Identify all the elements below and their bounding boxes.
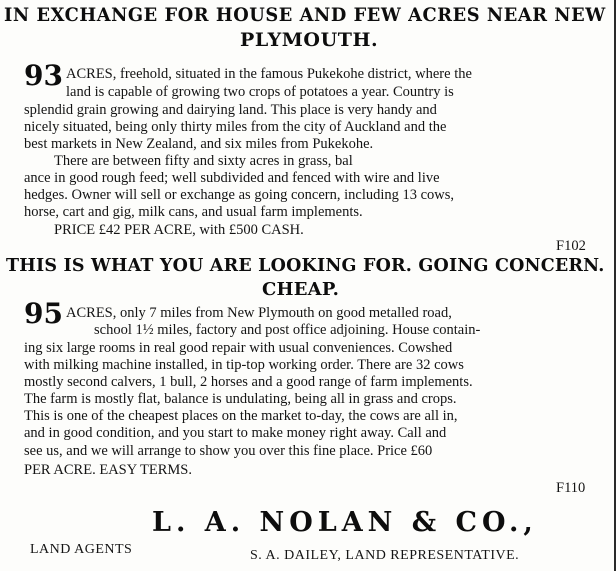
ad1-text-line: splendid grain growing and dairying land. This place is very handy and bbox=[24, 102, 437, 118]
ad2-headline-cont: CHEAP. bbox=[262, 279, 340, 300]
land-representative-label: S. A. DAILEY, LAND REPRESENTATIVE. bbox=[250, 548, 520, 563]
ad1-text-line: best markets in New Zealand, and six miles from Pukekohe. bbox=[24, 136, 374, 152]
ad1-text-line: There are between fifty and sixty acres in grass, bal bbox=[54, 153, 353, 169]
ad2-text-line: mostly second calvers, 1 bull, 2 horses and a good range of farm implements. bbox=[24, 374, 473, 390]
ad1-acreage-number: 93 bbox=[24, 59, 63, 92]
ad1-text-line: land is capable of growing two crops of potatoes a year. Country is bbox=[66, 84, 454, 100]
ad1-price-line: PRICE £42 PER ACRE, with £500 CASH. bbox=[54, 222, 304, 238]
ad2-text-line: ing six large rooms in real good repair with usual conveniences. Cowshed bbox=[24, 340, 453, 356]
ad1-headline-cont: PLYMOUTH. bbox=[240, 29, 379, 51]
ad1-text-line: hedges. Owner will sell or exchange as going concern, including 13 cows, bbox=[24, 187, 455, 203]
ad1-text-line: horse, cart and gig, milk cans, and usual farm implements. bbox=[24, 204, 363, 220]
ad2-text-line: This is one of the cheapest places on the market to-day, the cows are all in, bbox=[24, 408, 458, 424]
firm-name: L. A. NOLAN & CO., bbox=[152, 507, 538, 538]
ad1-text-line: ACRES, freehold, situated in the famous Pukekohe district, where the bbox=[66, 66, 472, 82]
ad2-reference-code: F110 bbox=[556, 480, 586, 496]
ad2-text-line: and in good condition, and you start to make money right away. Call and bbox=[24, 425, 447, 441]
ad2-text-line: school 1½ miles, factory and post office adjoining. House contain- bbox=[94, 322, 481, 338]
ad2-text-line: The farm is mostly flat, balance is undulating, being all in grass and crops. bbox=[24, 391, 457, 407]
ad1-text-line: ance in good rough feed; well subdivided and fenced with wire and live bbox=[24, 170, 440, 186]
land-agents-label: LAND AGENTS bbox=[30, 542, 133, 557]
ad1-reference-code: F102 bbox=[556, 238, 586, 254]
ad2-acreage-number: 95 bbox=[24, 297, 63, 330]
ad1-headline: IN EXCHANGE FOR HOUSE AND FEW ACRES NEAR NEW bbox=[4, 4, 606, 26]
ad2-text-line: see us, and we will arrange to show you over this fine place. Price £60 bbox=[24, 443, 433, 459]
ad2-text-line: with milking machine installed, in tip-top working order. There are 32 cows bbox=[24, 357, 464, 373]
ad1-text-line: nicely situated, being only thirty miles from the city of Auckland and the bbox=[24, 119, 447, 135]
ad2-text-line: ACRES, only 7 miles from New Plymouth on good metalled road, bbox=[66, 305, 452, 321]
ad2-headline: THIS IS WHAT YOU ARE LOOKING FOR. GOING CONCERN. bbox=[6, 256, 605, 276]
ad2-price-line: PER ACRE. EASY TERMS. bbox=[24, 462, 192, 478]
